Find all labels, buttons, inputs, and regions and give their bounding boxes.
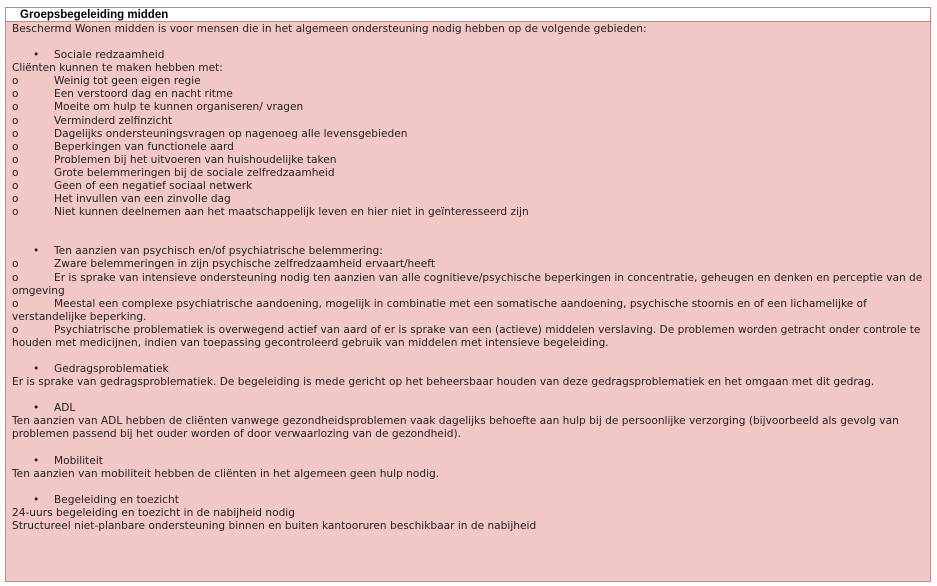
section-text: Ten aanzien van mobiliteit hebben de cliënten in het algemeen geen hulp nodig. xyxy=(12,467,440,480)
bullet-icon: • xyxy=(33,454,40,467)
list-item xyxy=(12,141,924,154)
list-item-label: Moeite om hulp te kunnen organiseren/ vragen xyxy=(54,101,304,114)
list-item xyxy=(12,298,924,324)
list-item xyxy=(12,154,924,167)
bullet-icon: • xyxy=(33,363,40,376)
sub-bullet-icon: o xyxy=(12,193,19,206)
list-item-label: Zware belemmeringen in zijn psychische zelfredzaamheid ervaart/heeft xyxy=(54,258,436,271)
list-item-label: Een verstoord dag en nacht ritme xyxy=(54,88,233,101)
list-item xyxy=(12,88,924,101)
sub-bullet-icon: o xyxy=(12,153,19,166)
sub-bullet-icon: o xyxy=(12,258,19,271)
sub-bullet-icon: o xyxy=(12,101,19,114)
list-item-label: Niet kunnen deelnemen aan het maatschappelijk leven en hier niet in geïnteresseerd zijn xyxy=(54,206,529,219)
section-heading-label: Mobiliteit xyxy=(54,454,103,467)
bullet-icon: • xyxy=(33,245,40,258)
table-cell-frame xyxy=(5,7,931,582)
section-heading-adl xyxy=(12,402,924,415)
spacer xyxy=(12,350,924,363)
spacer xyxy=(12,219,924,245)
spacer xyxy=(12,481,924,494)
list-item xyxy=(12,115,924,128)
list-item-label: Beperkingen van functionele aard xyxy=(54,140,234,153)
section-heading-label: Begeleiding en toezicht xyxy=(54,493,179,506)
list-item xyxy=(12,167,924,180)
list-item xyxy=(12,128,924,141)
section-heading-gedrag xyxy=(12,363,924,376)
list-item xyxy=(12,75,924,88)
sub-bullet-icon: o xyxy=(12,180,19,193)
list-item xyxy=(12,272,924,298)
sub-bullet-icon: o xyxy=(12,271,19,284)
section-heading-label: Gedragsproblematiek xyxy=(54,363,169,376)
section-heading-label: ADL xyxy=(54,402,76,415)
list-item-label: Psychiatrische problematiek is overwegend actief van aard of er is sprake van een (actieve) middelen verslaving. De problemen worden getracht onder controle te houden met medicijnen, indien van toepassing gecontroleerd gebruik van middelen met intensieve begeleiding. xyxy=(12,323,921,349)
spacer xyxy=(12,36,924,49)
section-heading-label: Ten aanzien van psychisch en/of psychiatrische belemmering: xyxy=(54,245,383,258)
list-item xyxy=(12,193,924,206)
section-text: Er is sprake van gedragsproblematiek. De begeleiding is mede gericht op het beheersbaar houden van deze gedragsproblematiek en het omgaan met dit gedrag. xyxy=(12,376,875,389)
list-item xyxy=(12,180,924,193)
list-item-label: Weinig tot geen eigen regie xyxy=(54,75,201,88)
section-heading-label: Sociale redzaamheid xyxy=(54,49,165,62)
content-body xyxy=(6,22,930,581)
list-item xyxy=(12,258,924,271)
list-item xyxy=(12,101,924,114)
sub-bullet-icon: o xyxy=(12,166,19,179)
list-item-label: Problemen bij het uitvoeren van huishoudelijke taken xyxy=(54,153,337,166)
section-heading-mobiliteit xyxy=(12,455,924,468)
intro-text: Beschermd Wonen midden is voor mensen die in het algemeen ondersteuning nodig hebben op de volgende gebieden: xyxy=(12,23,647,35)
list-item-label: Geen of een negatief sociaal netwerk xyxy=(54,180,253,193)
list-item-label: Grote belemmeringen bij de sociale zelfredzaamheid xyxy=(54,166,335,179)
section-lead: Cliënten kunnen te maken hebben met: xyxy=(12,62,223,75)
section-text: Structureel niet-planbare ondersteuning binnen en buiten kantooruren beschikbaar in de nabijheid xyxy=(12,519,537,532)
sub-bullet-icon: o xyxy=(12,206,19,219)
list-item-label: Verminderd zelfinzicht xyxy=(54,114,173,127)
bullet-icon: • xyxy=(33,49,40,62)
sub-bullet-icon: o xyxy=(12,297,19,310)
spacer xyxy=(12,442,924,455)
list-item-label: Dagelijks ondersteuningsvragen op nagenoeg alle levensgebieden xyxy=(54,127,408,140)
sub-bullet-icon: o xyxy=(12,140,19,153)
sub-bullet-icon: o xyxy=(12,127,19,140)
list-item-label: Het invullen van een zinvolle dag xyxy=(54,193,231,206)
section-heading-toezicht xyxy=(12,494,924,507)
spacer xyxy=(12,389,924,402)
page-title: Groepsbegeleiding midden xyxy=(20,9,169,21)
section-heading-psychisch xyxy=(12,245,924,258)
sub-bullet-icon: o xyxy=(12,88,19,101)
section-text: 24-uurs begeleiding en toezicht in de nabijheid nodig xyxy=(12,506,295,519)
bullet-icon: • xyxy=(33,493,40,506)
list-item-label: Er is sprake van intensieve ondersteuning nodig ten aanzien van alle cognitieve/psychische beperkingen in concentratie, geheugen en denken en perceptie van de omgeving xyxy=(12,271,923,297)
sub-bullet-icon: o xyxy=(12,114,19,127)
section-heading-sociale xyxy=(12,49,924,62)
list-item xyxy=(12,206,924,219)
list-item xyxy=(12,324,924,350)
section-text: Ten aanzien van ADL hebben de cliënten vanwege gezondheidsproblemen vaak dagelijks behoefte aan hulp bij de persoonlijke verzorging (bijvoorbeeld als gevolg van problemen passend bij het ouder worden of door verwaarlozing van de gezondheid). xyxy=(12,415,899,441)
sub-bullet-icon: o xyxy=(12,75,19,88)
sub-bullet-icon: o xyxy=(12,323,19,336)
list-item-label: Meestal een complexe psychiatrische aandoening, mogelijk in combinatie met een somatische aandoening, psychische stoornis en of een lichamelijke of verstandelijke beperking. xyxy=(12,297,867,323)
bullet-icon: • xyxy=(33,402,40,415)
